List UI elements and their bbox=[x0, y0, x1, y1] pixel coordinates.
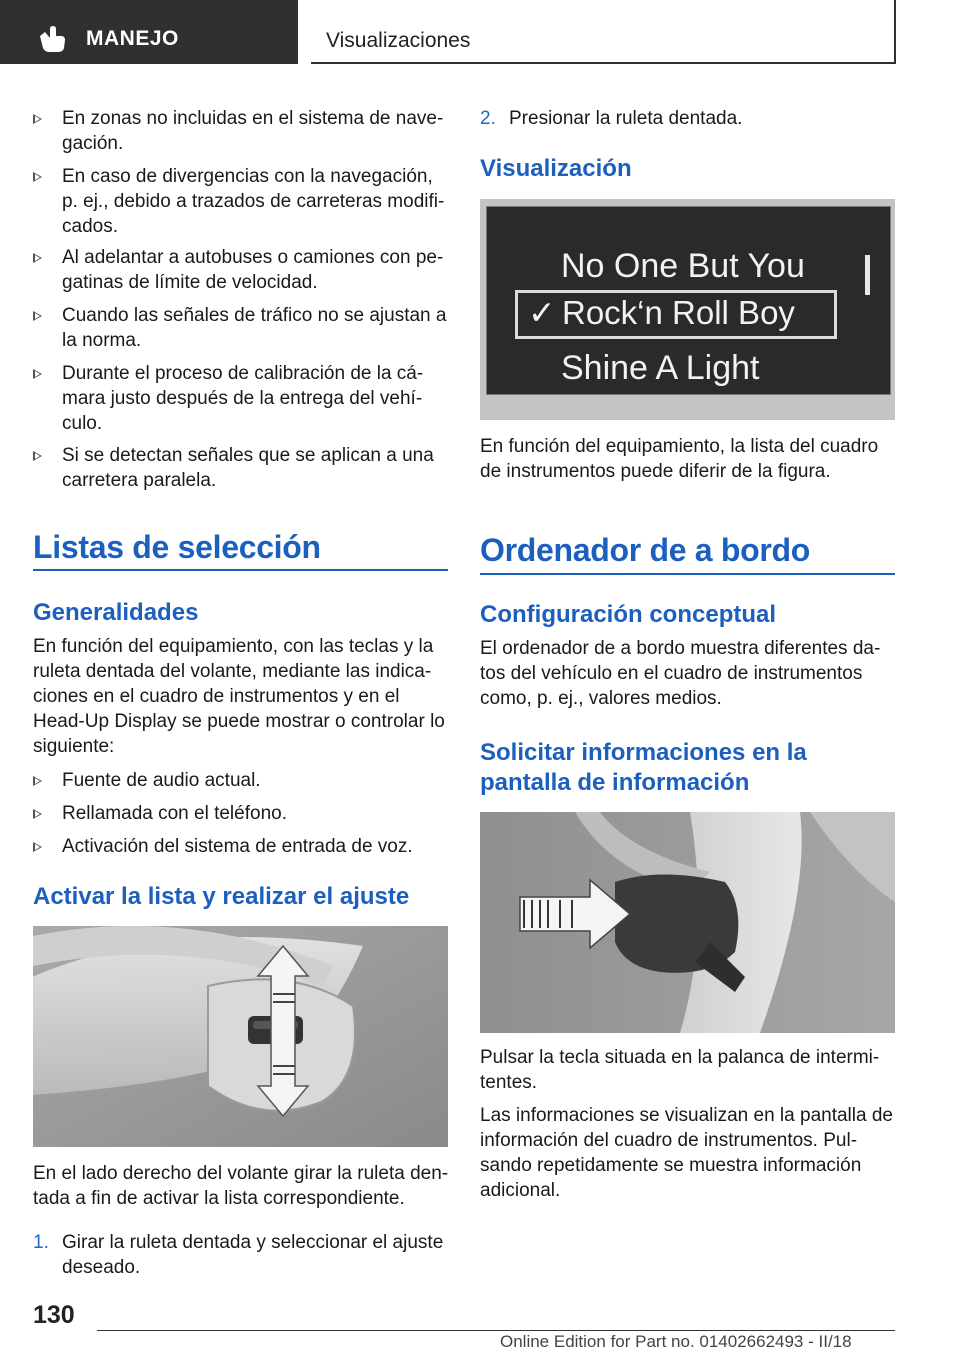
check-icon: ✓ bbox=[528, 294, 556, 331]
concept-paragraph: El ordenador de a bordo muestra diferentes da- tos del vehículo en el cuadro de instrumentos como, p. ej., valores medios. bbox=[480, 638, 881, 709]
selected-list-item: ✓ Rock‘n Roll Boy bbox=[515, 290, 837, 339]
section-tab bbox=[0, 0, 298, 64]
step-number: 2. bbox=[480, 108, 496, 129]
triangle-bullet-icon bbox=[33, 842, 42, 852]
triangle-bullet-icon bbox=[33, 114, 42, 124]
hand-icon bbox=[36, 26, 66, 52]
list-item: No One But You bbox=[561, 247, 805, 285]
request-paragraph-2: Las informaciones se visualizan en la pantalla de información del cuadro de instrumentos. Pul- sando repetidamente se muestra información adicional. bbox=[480, 1105, 893, 1201]
heading-activate-list: Activar la lista y realizar el ajuste bbox=[33, 883, 410, 910]
heading-rule bbox=[33, 569, 448, 571]
chapter-title: Visualizaciones bbox=[326, 29, 471, 52]
triangle-bullet-icon bbox=[33, 172, 42, 182]
footer-rule bbox=[97, 1330, 895, 1331]
list-item: Shine A Light bbox=[561, 349, 760, 387]
triangle-bullet-icon bbox=[33, 776, 42, 786]
scrollbar-thumb bbox=[865, 255, 870, 295]
heading-concept: Configuración conceptual bbox=[480, 601, 777, 628]
heading-selection-lists: Listas de selección bbox=[33, 529, 321, 565]
steering-wheel-illustration bbox=[33, 926, 448, 1147]
section-label: MANEJO bbox=[86, 27, 179, 50]
general-paragraph: En función del equipamiento, con las teclas y la ruleta dentada del volante, mediante las indica- ciones en el cuadro de instrumentos y en el Head-Up Display se puede mostrar o controlar lo siguiente: bbox=[33, 636, 445, 757]
page-header bbox=[311, 0, 896, 64]
step-number: 1. bbox=[33, 1232, 49, 1253]
triangle-bullet-icon bbox=[33, 253, 42, 263]
heading-rule bbox=[480, 573, 895, 575]
instrument-screen bbox=[486, 206, 891, 395]
edition-text: Online Edition for Part no. 01402662493 - II/18 bbox=[500, 1332, 852, 1351]
triangle-bullet-icon bbox=[33, 311, 42, 321]
heading-display: Visualización bbox=[480, 155, 632, 182]
heading-onboard-computer: Ordenador de a bordo bbox=[480, 532, 811, 568]
request-paragraph-1: Pulsar la tecla situada en la palanca de intermi- tentes. bbox=[480, 1047, 880, 1093]
triangle-bullet-icon bbox=[33, 369, 42, 379]
activate-paragraph: En el lado derecho del volante girar la ruleta den- tada a fin de activar la lista correspondiente. bbox=[33, 1163, 449, 1209]
lever-illustration bbox=[480, 812, 895, 1033]
triangle-bullet-icon bbox=[33, 809, 42, 819]
page-number: 130 bbox=[33, 1301, 75, 1329]
triangle-bullet-icon bbox=[33, 451, 42, 461]
heading-request-info: Solicitar informaciones en la pantalla de información bbox=[480, 739, 807, 796]
heading-general: Generalidades bbox=[33, 599, 199, 626]
display-illustration bbox=[480, 199, 895, 420]
display-note: En función del equipamiento, la lista del cuadro de instrumentos puede diferir de la figura. bbox=[480, 436, 879, 482]
